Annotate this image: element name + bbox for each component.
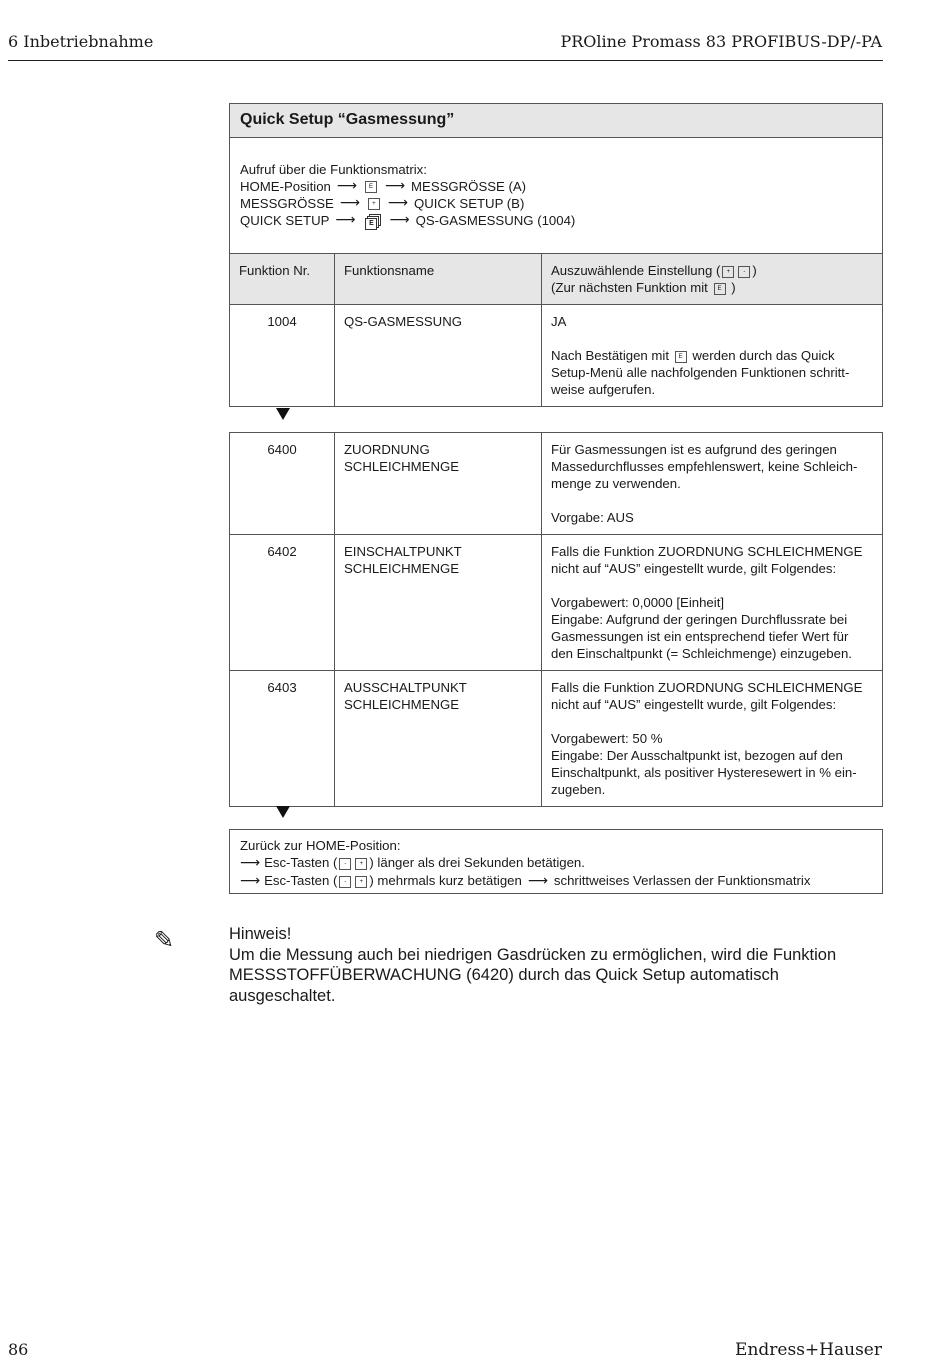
call-line-1 [240, 178, 872, 195]
note-title: Hinweis! [229, 925, 292, 943]
arrow-right-icon: ⟶ [240, 855, 261, 871]
col-header-setting: Auszuwählende Einstellung ( + - ) (Zur nächsten Funktion mit E ) [542, 254, 883, 305]
row-setting [542, 305, 883, 407]
function-table-head [229, 253, 883, 407]
row-nr: 6402 [230, 535, 335, 671]
call-line-3-to: QS-GASMESSUNG (1004) [415, 213, 576, 228]
table-row [230, 535, 883, 671]
arrow-right-icon: ⟶ [387, 195, 408, 211]
header-product: PROline Promass 83 PROFIBUS-DP/-PA [560, 32, 882, 51]
arrow-right-icon: ⟶ [389, 212, 410, 228]
call-line-2-to: QUICK SETUP (B) [413, 196, 525, 211]
arrow-right-icon: ⟶ [336, 178, 357, 194]
row-setting: Falls die Funktion ZUORDNUNG SCHLEICHMENGE nicht auf “AUS” eingestellt wurde, gilt Folgendes: Vorgabewert: 0,0000 [Einheit] Eingabe: Aufgrund der geringen Durchflussrate bei Gasmessungen ist ein entsprechend tiefer Wert für den Einschaltpunkt (= Schleichmenge) einzugeben. [542, 535, 883, 671]
header-rule [8, 60, 883, 61]
row-name: ZUORDNUNG SCHLEICHMENGE [335, 433, 542, 535]
key-e-icon: E [714, 283, 726, 295]
row-nr: 1004 [230, 305, 335, 407]
call-box [229, 137, 883, 254]
row-nr: 6403 [230, 671, 335, 807]
key-plus-icon: + [355, 858, 367, 870]
table-row [230, 433, 883, 535]
brand: Endress+Hauser [735, 1340, 882, 1360]
header-section: 6 Inbetriebnahme [8, 32, 154, 51]
col-header-name: Funktionsname [335, 254, 542, 305]
table-row [230, 305, 883, 407]
row-name: EINSCHALTPUNKT SCHLEICHMENGE [335, 535, 542, 671]
note [229, 924, 879, 1006]
key-minus-icon: - [339, 876, 351, 888]
call-line-1-to: MESSGRÖSSE (A) [411, 179, 527, 194]
return-box [229, 829, 883, 894]
col-header-nr: Funktion Nr. [230, 254, 335, 305]
row-desc: Nach Bestätigen mit E werden durch das Quick Setup-Menü alle nachfolgenden Funktionen schritt-weise aufgerufen. [551, 348, 850, 397]
row-setting: Für Gasmessungen ist es aufgrund des geringen Massedurchflusses empfehlenswert, keine Schleich-menge zu verwenden. Vorgabe: AUS [542, 433, 883, 535]
key-e-icon: E [365, 181, 377, 193]
key-plus-icon: + [355, 876, 367, 888]
key-minus-icon: - [339, 858, 351, 870]
function-table-body [229, 432, 883, 807]
row-nr: 6400 [230, 433, 335, 535]
down-triangle-icon [276, 408, 290, 420]
note-text: Um die Messung auch bei niedrigen Gasdrücken zu ermöglichen, wird die Funktion MESSSTOFFÜBERWACHUNG (6420) durch das Quick Setup automatisch ausgeschaltet. [229, 945, 837, 1005]
table-row [230, 671, 883, 807]
key-minus-icon: - [738, 266, 750, 278]
note-pencil-icon: ✎ [154, 926, 175, 954]
key-e-icon: E [675, 351, 687, 363]
arrow-right-icon: ⟶ [240, 873, 261, 889]
call-intro: Aufruf über die Funktionsmatrix: [240, 162, 427, 177]
call-line-2-from: MESSGRÖSSE [240, 196, 334, 211]
table-header-row [230, 254, 883, 305]
quick-setup-icon: E [365, 214, 379, 228]
row-name: AUSSCHALTPUNKT SCHLEICHMENGE [335, 671, 542, 807]
page-number: 86 [8, 1340, 29, 1359]
return-line-2: ⟶ Esc-Tasten ( - + ) mehrmals kurz betätigen ⟶ schrittweises Verlassen der Funktionsmatrix [240, 873, 811, 889]
arrow-right-icon: ⟶ [384, 178, 406, 194]
row-setting: Falls die Funktion ZUORDNUNG SCHLEICHMENGE nicht auf “AUS” eingestellt wurde, gilt Folgendes: Vorgabewert: 50 % Eingabe: Der Ausschaltpunkt ist, bezogen auf den Einschaltpunkt, als positiver Hysteresewert in % ein-zugeben. [542, 671, 883, 807]
return-line-1: ⟶ Esc-Tasten ( - + ) länger als drei Sekunden betätigen. [240, 855, 585, 871]
call-line-1-from: HOME-Position [240, 179, 331, 194]
key-plus-icon: + [722, 266, 734, 278]
call-line-3-from: QUICK SETUP [240, 213, 330, 228]
arrow-right-icon: ⟶ [339, 195, 360, 211]
key-plus-icon: + [368, 198, 380, 210]
box-title: Quick Setup “Gasmessung” [229, 103, 883, 138]
return-title: Zurück zur HOME-Position: [240, 838, 401, 853]
down-triangle-icon [276, 806, 290, 818]
arrow-right-icon: ⟶ [527, 873, 548, 889]
call-line-2 [240, 195, 872, 212]
row-value: JA [551, 314, 567, 329]
call-line-3 [240, 212, 872, 229]
arrow-right-icon: ⟶ [335, 212, 356, 228]
row-name: QS-GASMESSUNG [335, 305, 542, 407]
